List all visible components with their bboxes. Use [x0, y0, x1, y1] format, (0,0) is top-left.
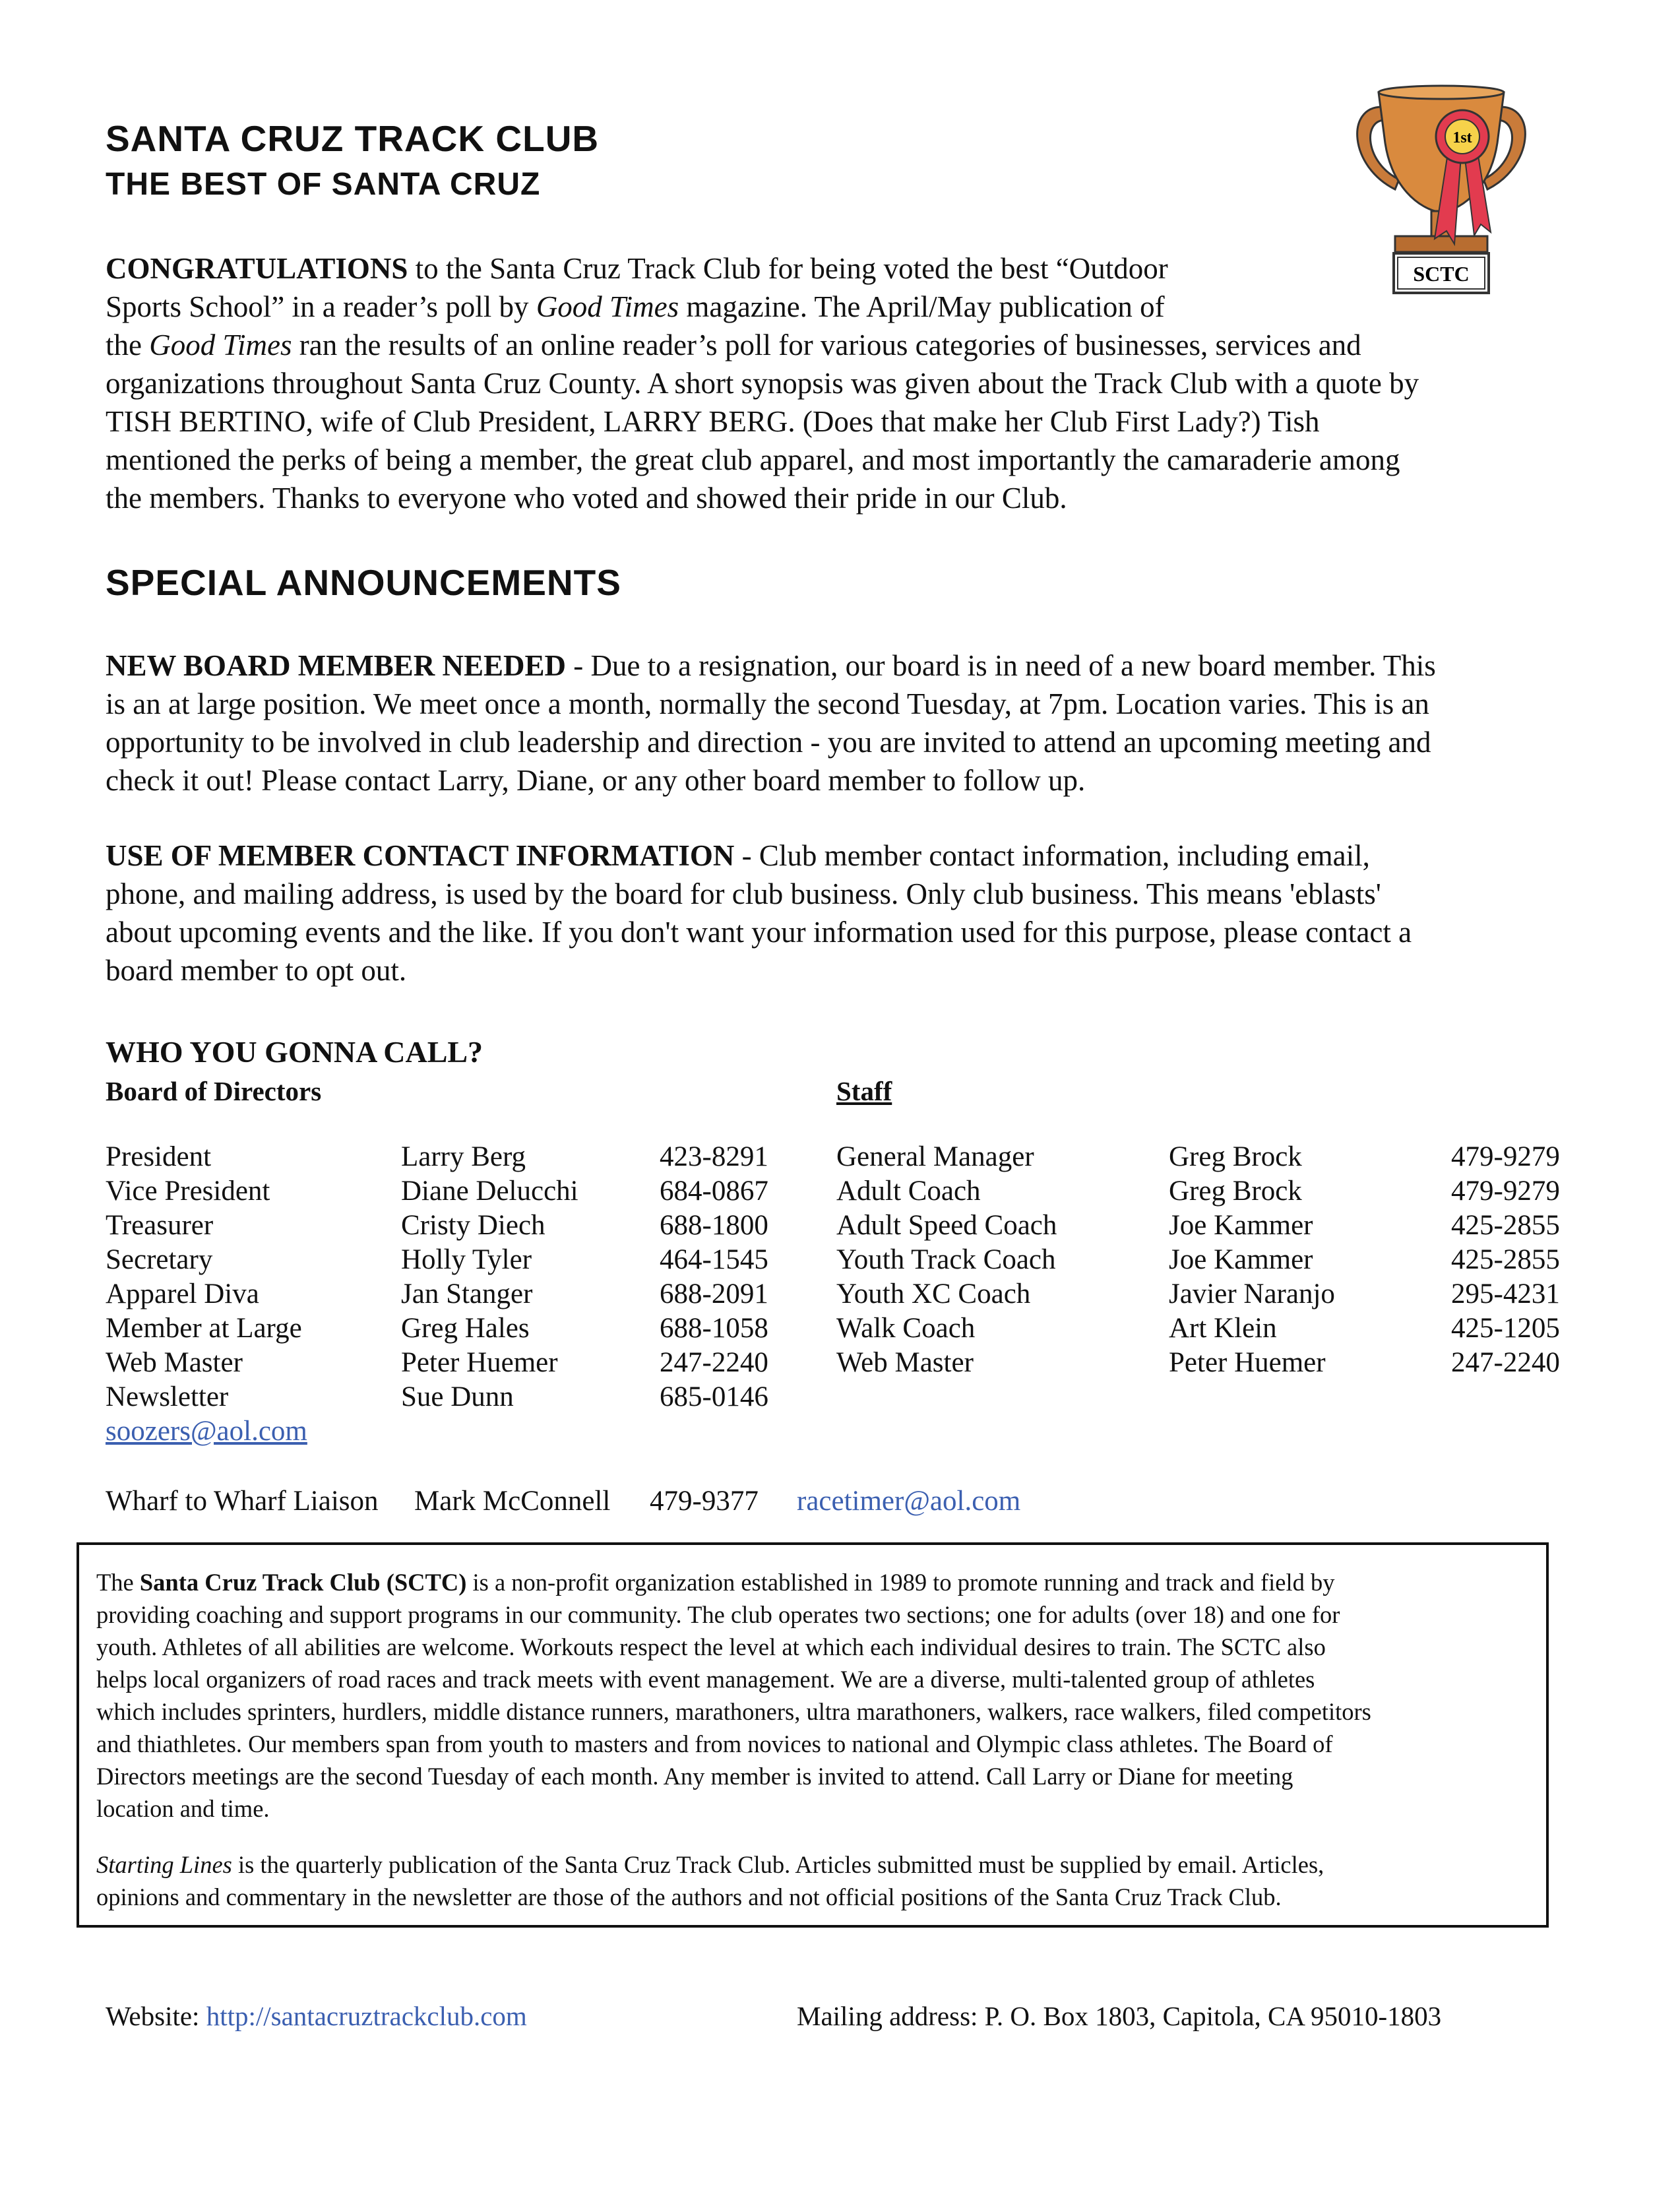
- staff-name: Art Klein: [1169, 1313, 1277, 1344]
- board-phone: 247-2240: [660, 1347, 768, 1378]
- about-paragraph: [96, 1566, 1514, 1825]
- board-role: Treasurer: [106, 1210, 214, 1241]
- board-phone: 684-0867: [660, 1176, 768, 1207]
- liaison-phone: 479-9377: [650, 1486, 759, 1517]
- board-role: Vice President: [106, 1176, 270, 1207]
- board-role: Member at Large: [106, 1313, 302, 1344]
- board-lead: NEW BOARD MEMBER NEEDED: [106, 649, 566, 682]
- website-label: Website:: [106, 2001, 206, 2031]
- congrats-line-6: mentioned the perks of being a member, the great club apparel, and most importantly the camaraderie among: [106, 443, 1400, 476]
- board-name: Larry Berg: [401, 1141, 526, 1172]
- magazine-name: Good Times: [149, 329, 292, 362]
- mailing-address: Mailing address: P. O. Box 1803, Capitola, CA 95010-1803: [797, 2001, 1442, 2031]
- about-line-5: which includes sprinters, hurdlers, middle distance runners, marathoners, ultra marathoners, walkers, race walkers, filed competitors: [96, 1698, 1371, 1725]
- board-name: Sue Dunn: [401, 1381, 514, 1412]
- congrats-line-1: to the Santa Cruz Track Club for being voted the best “Outdoor: [408, 252, 1168, 285]
- staff-role: Adult Speed Coach: [836, 1210, 1057, 1241]
- staff-phone: 479-9279: [1451, 1176, 1560, 1207]
- congrats-line-7: the members. Thanks to everyone who voted and showed their pride in our Club.: [106, 482, 1067, 515]
- trophy-ribbon-text: 1st: [1452, 129, 1472, 146]
- magazine-name: Good Times: [536, 290, 679, 323]
- liaison-name: Mark McConnell: [414, 1486, 611, 1517]
- congrats-line-4: organizations throughout Santa Cruz County. A short synopsis was given about the Track Club with a quote by: [106, 367, 1419, 400]
- club-subtitle: THE BEST OF SANTA CRUZ: [106, 167, 541, 202]
- board-role: President: [106, 1141, 212, 1172]
- publication-line-1: is the quarterly publication of the Santa Cruz Track Club. Articles submitted must be supplied by email. Articles,: [232, 1851, 1324, 1878]
- about-line-7: Directors meetings are the second Tuesday of each month. Any member is invited to attend. Call Larry or Diane for meeting: [96, 1763, 1293, 1790]
- congrats-line-5: TISH BERTINO, wife of Club President, LARRY BERG. (Does that make her Club First Lady?) Tish: [106, 405, 1320, 438]
- staff-phone: 425-1205: [1451, 1313, 1560, 1344]
- board-name: Greg Hales: [401, 1313, 530, 1344]
- board-phone: 685-0146: [660, 1381, 768, 1412]
- about-line-3: youth. Athletes of all abilities are welcome. Workouts respect the level at which each individual desires to train. The SCTC also: [96, 1633, 1326, 1660]
- special-announcements-heading: SPECIAL ANNOUNCEMENTS: [106, 562, 621, 603]
- about-box: [77, 1542, 1549, 1928]
- board-phone: 688-1058: [660, 1313, 768, 1344]
- staff-name: Joe Kammer: [1169, 1210, 1313, 1241]
- staff-role: Youth XC Coach: [836, 1278, 1031, 1309]
- publication-paragraph: [96, 1848, 1514, 1913]
- board-phone: 423-8291: [660, 1141, 768, 1172]
- congrats-line-3: the: [106, 329, 150, 362]
- staff-role: Walk Coach: [836, 1313, 976, 1344]
- congrats-line-3b: ran the results of an online reader’s poll for various categories of businesses, services and: [292, 329, 1361, 362]
- contact-lead: USE OF MEMBER CONTACT INFORMATION: [106, 839, 735, 872]
- staff-phone: 479-9279: [1451, 1141, 1560, 1172]
- about-prefix: The: [96, 1569, 140, 1596]
- newsletter-email-link[interactable]: soozers@aol.com: [106, 1416, 307, 1447]
- board-line-1: - Due to a resignation, our board is in need of a new board member. This: [565, 649, 1436, 682]
- congrats-line-2b: magazine. The April/May publication of: [679, 290, 1165, 323]
- staff-phone: 247-2240: [1451, 1347, 1560, 1378]
- board-role: Web Master: [106, 1347, 243, 1378]
- contact-line-4: board member to opt out.: [106, 954, 407, 987]
- about-line-6: and thiathletes. Our members span from youth to masters and from novices to national and Olympic class athletes. The Board of: [96, 1730, 1333, 1757]
- board-name: Cristy Diech: [401, 1210, 545, 1241]
- publication-line-2: opinions and commentary in the newsletter are those of the authors and not official positions of the Santa Cruz Track Club.: [96, 1883, 1282, 1910]
- congrats-paragraph: [106, 249, 1419, 517]
- website-line: [106, 1999, 527, 2033]
- board-role: Secretary: [106, 1244, 213, 1275]
- contact-info-announcement: [106, 836, 1412, 990]
- about-line-2: providing coaching and support programs in our community. The club operates two sections; one for adults (over 18) and one for: [96, 1601, 1340, 1628]
- board-role: Apparel Diva: [106, 1278, 259, 1309]
- staff-name: Javier Naranjo: [1169, 1278, 1335, 1309]
- congrats-lead: CONGRATULATIONS: [106, 252, 408, 285]
- board-name: Diane Delucchi: [401, 1176, 578, 1207]
- about-line-1: is a non-profit organization established in 1989 to promote running and track and field by: [466, 1569, 1335, 1596]
- contact-line-2: phone, and mailing address, is used by the board for club business. Only club business. This means 'eblasts': [106, 877, 1381, 910]
- board-line-3: opportunity to be involved in club leadership and direction - you are invited to attend an upcoming meeting and: [106, 726, 1431, 759]
- board-role: Newsletter: [106, 1381, 229, 1412]
- liaison-email-link[interactable]: racetimer@aol.com: [797, 1486, 1021, 1517]
- board-line-4: check it out! Please contact Larry, Diane, or any other board member to follow up.: [106, 764, 1086, 797]
- staff-role: Adult Coach: [836, 1176, 981, 1207]
- staff-name: Greg Brock: [1169, 1176, 1302, 1207]
- board-of-directors-heading: Board of Directors: [106, 1076, 322, 1106]
- staff-role: Web Master: [836, 1347, 974, 1378]
- about-line-8: location and time.: [96, 1795, 270, 1822]
- publication-name: Starting Lines: [96, 1851, 232, 1878]
- about-line-4: helps local organizers of road races and track meets with event management. We are a diverse, multi-talented group of athletes: [96, 1666, 1315, 1693]
- staff-role: Youth Track Coach: [836, 1244, 1056, 1275]
- board-phone: 688-2091: [660, 1278, 768, 1309]
- club-title: SANTA CRUZ TRACK CLUB: [106, 118, 600, 159]
- staff-name: Greg Brock: [1169, 1141, 1302, 1172]
- board-phone: 688-1800: [660, 1210, 768, 1241]
- staff-phone: 295-4231: [1451, 1278, 1560, 1309]
- board-name: Jan Stanger: [401, 1278, 533, 1309]
- who-you-gonna-call-heading: WHO YOU GONNA CALL?: [106, 1035, 483, 1069]
- website-link[interactable]: http://santacruztrackclub.com: [206, 2001, 527, 2031]
- staff-phone: 425-2855: [1451, 1244, 1560, 1275]
- board-member-announcement: [106, 646, 1436, 800]
- board-name: Peter Huemer: [401, 1347, 558, 1378]
- contact-line-1: - Club member contact information, including email,: [734, 839, 1370, 872]
- board-line-2: is an at large position. We meet once a month, normally the second Tuesday, at 7pm. Location varies. This is an: [106, 687, 1429, 720]
- trophy-plaque-text: SCTC: [1413, 262, 1470, 286]
- liaison-role: Wharf to Wharf Liaison: [106, 1486, 379, 1517]
- staff-heading: Staff: [836, 1076, 892, 1106]
- staff-phone: 425-2855: [1451, 1210, 1560, 1241]
- congrats-line-2: Sports School” in a reader’s poll by: [106, 290, 536, 323]
- staff-name: Peter Huemer: [1169, 1347, 1326, 1378]
- staff-role: General Manager: [836, 1141, 1034, 1172]
- board-name: Holly Tyler: [401, 1244, 532, 1275]
- board-phone: 464-1545: [660, 1244, 768, 1275]
- about-club-name: Santa Cruz Track Club (SCTC): [139, 1569, 467, 1596]
- contact-line-3: about upcoming events and the like. If you don't want your information used for this purpose, please contact a: [106, 916, 1412, 949]
- staff-name: Joe Kammer: [1169, 1244, 1313, 1275]
